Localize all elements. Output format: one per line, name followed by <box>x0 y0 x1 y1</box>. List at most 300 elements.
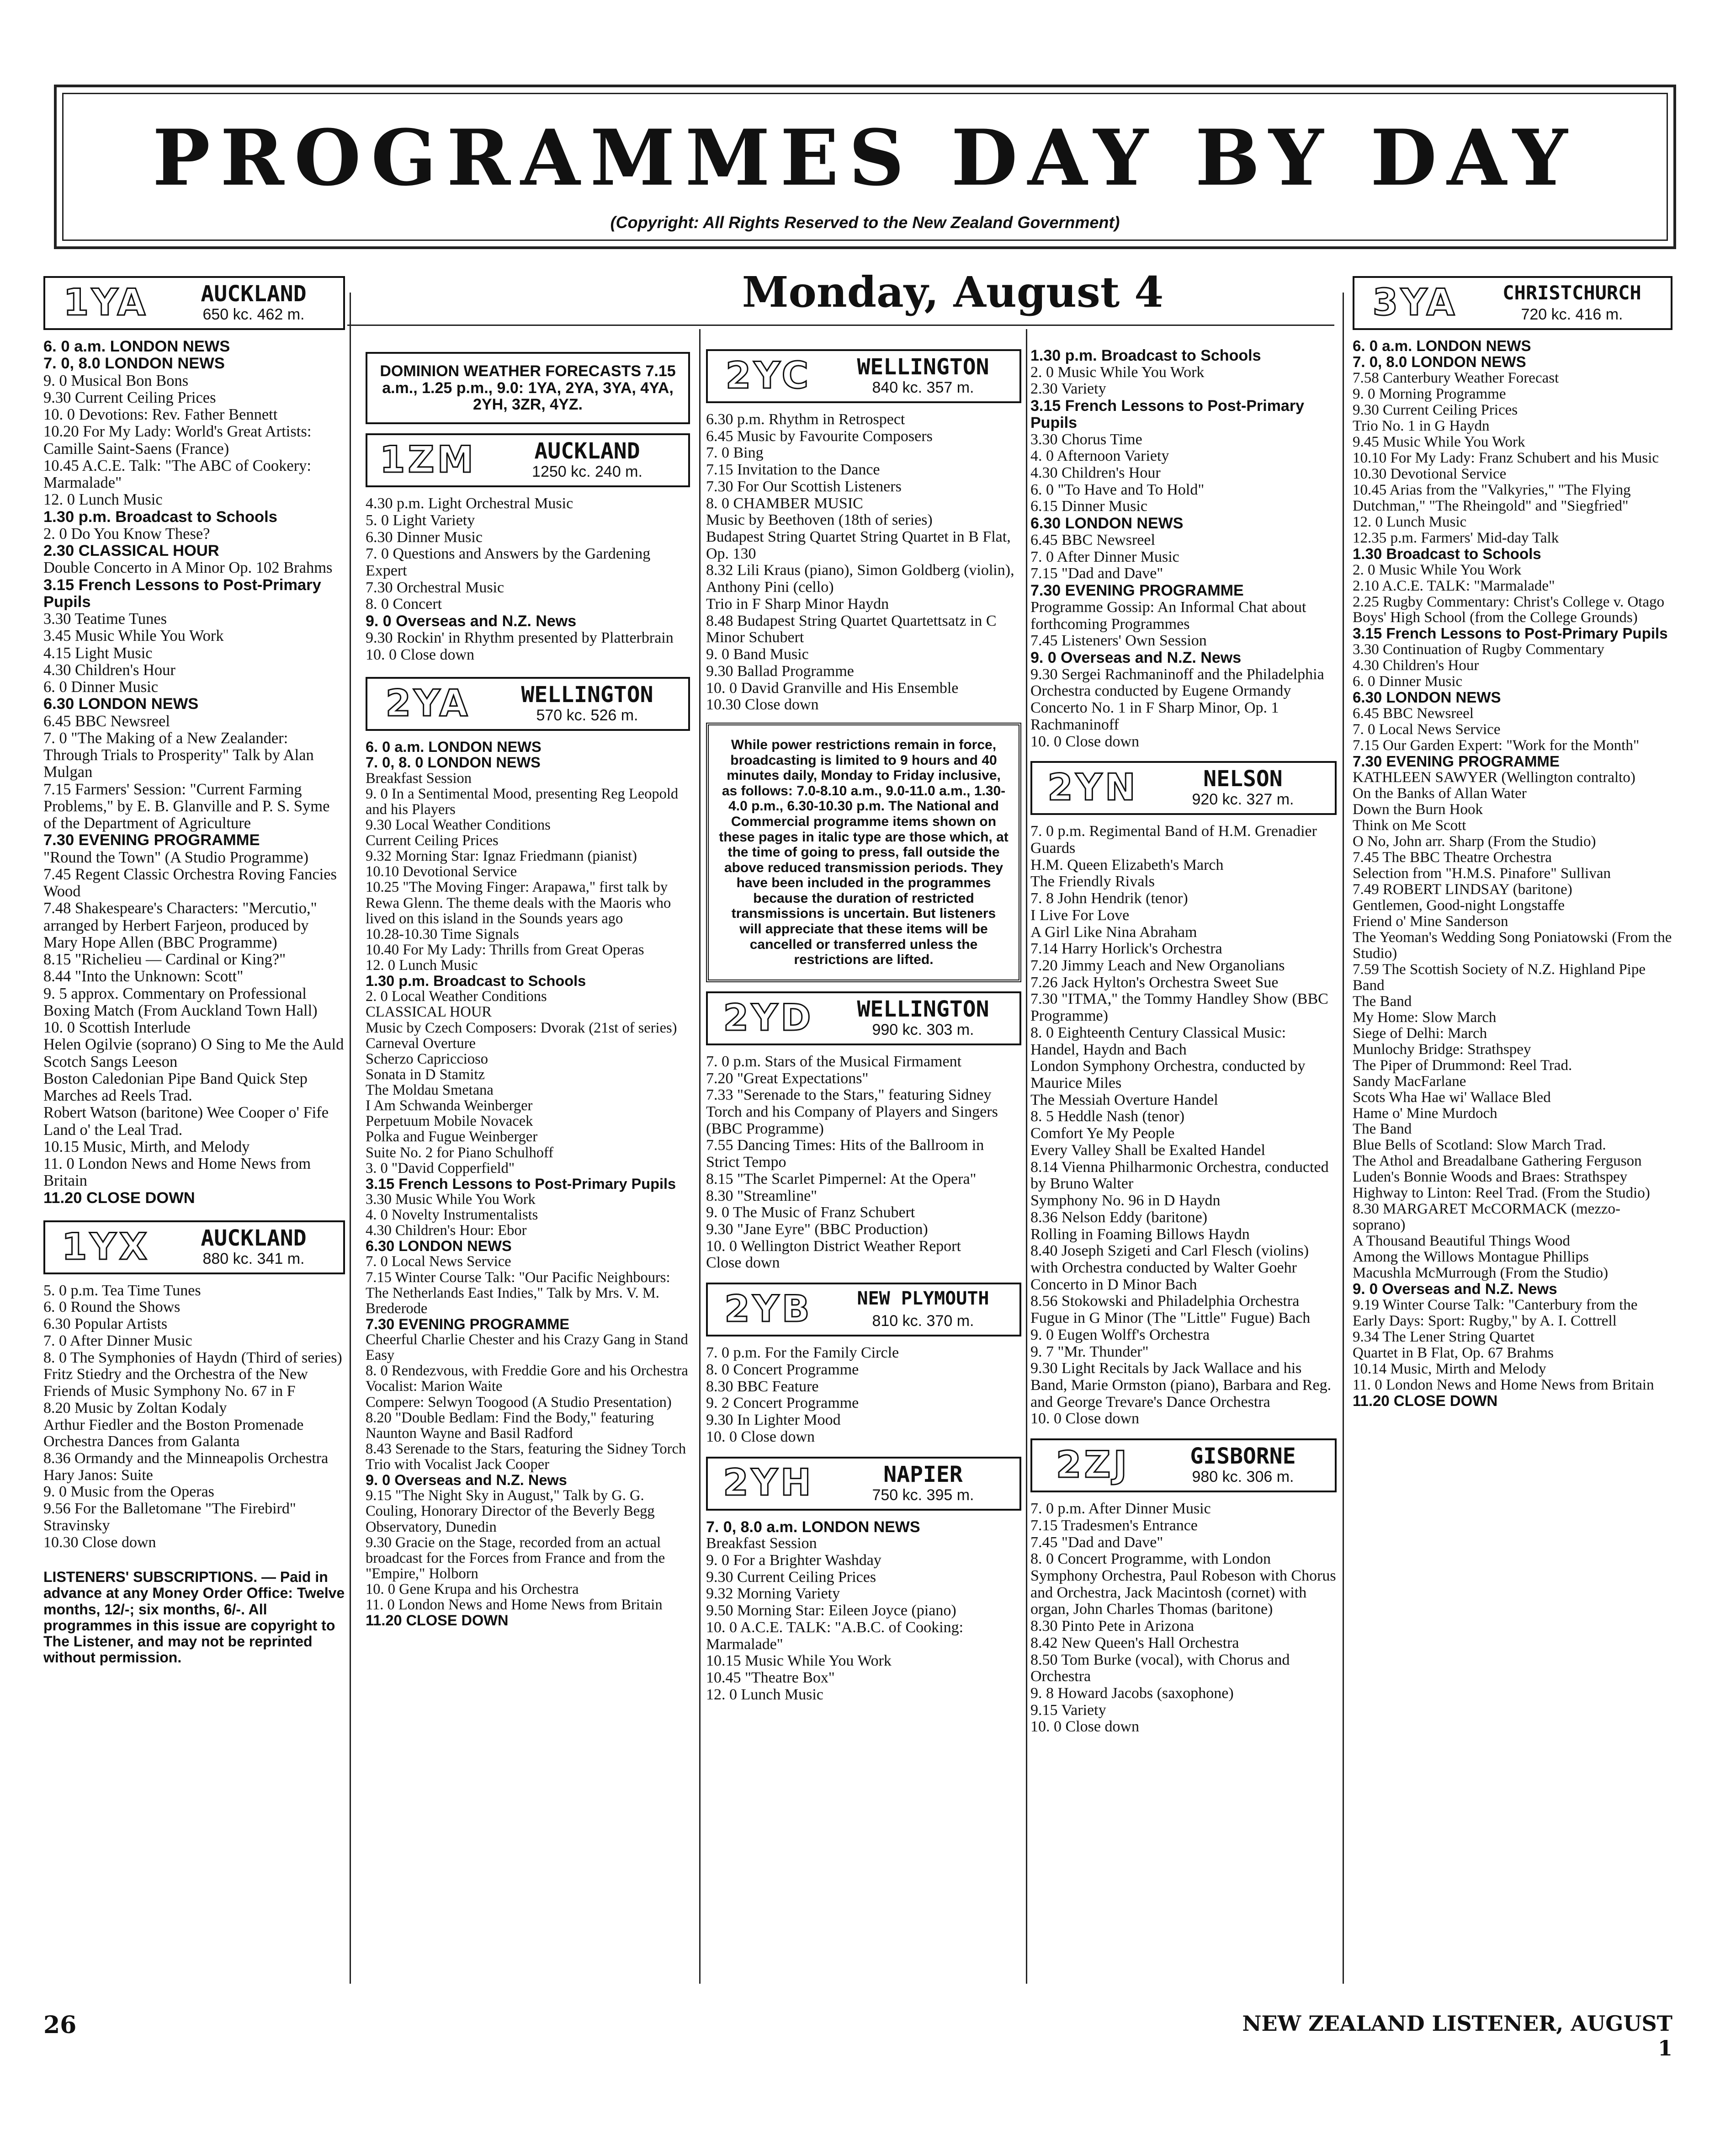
programme-entry: 7.20 "Great Expectations" <box>706 1070 869 1087</box>
station-header-1yx <box>43 1220 345 1274</box>
programme-entry: 9. 8 Howard Jacobs (saxophone) <box>1030 1685 1234 1702</box>
station-frequency: 980 kc. 306 m. <box>1192 1468 1294 1486</box>
programme-entry: 8. 0 Rendezvous, with Freddie Gore and his Orchestra <box>366 1363 688 1379</box>
programme-entry: 11. 0 London News and Home News from Britain <box>43 1155 311 1190</box>
programme-entry: 7. 0 "The Making of a New Zealander: Through Trials to Prosperity" Talk by Alan Mulgan <box>43 729 314 781</box>
programme-entry: Breakfast Session <box>366 770 472 787</box>
programme-entry: Programme Gossip: An Informal Chat about forthcoming Programmes <box>1030 598 1306 633</box>
programme-entry: 9.30 Gracie on the Stage, recorded from an actual broadcast for the Forces from France and from the "Empire," Holborn <box>366 1534 665 1582</box>
programme-entry: Concerto in D Minor Bach <box>1030 1276 1197 1293</box>
programme-entry: The Friendly Rivals <box>1030 873 1155 890</box>
station-call-sign: 3YA <box>1372 281 1458 324</box>
page-number: 26 <box>43 2011 77 2039</box>
programme-entry: Luden's Bonnie Woods and Braes: Strathspey <box>1353 1169 1628 1186</box>
programme-entry: 10. 0 Wellington District Weather Report <box>706 1237 961 1255</box>
programme-entry: 9.15 "The Night Sky in August," Talk by G. G. Couling, Honorary Director of the Beverly Begg Observatory, Dunedin <box>366 1487 655 1535</box>
column-4 <box>1030 347 1337 1736</box>
programme-entry: Highway to Linton: Reel Trad. (From the Studio) <box>1353 1185 1650 1202</box>
programme-entry: 10.45 A.C.E. Talk: "The ABC of Cookery: Marmalade" <box>43 457 312 491</box>
programme-entry: 10. 0 Close down <box>1030 733 1139 750</box>
programme-entry: 1.30 Broadcast to Schools <box>1353 545 1541 562</box>
programme-entry: Robert Watson (baritone) Wee Cooper o' Fife Land o' the Leal Trad. <box>43 1104 329 1139</box>
programme-entry: Polka and Fugue Weinberger <box>366 1129 538 1145</box>
programme-entry: 10.30 Close down <box>706 696 819 713</box>
programme-entry: 12. 0 Lunch Music <box>1353 513 1467 530</box>
programme-entry: 1.30 p.m. Broadcast to Schools <box>1030 347 1261 364</box>
programme-entry: 9.30 Sergei Rachmaninoff and the Philadelphia Orchestra conducted by Eugene Ormandy Concerto No. 1 in F Sharp Minor, Op. 1 Rachmaninoff <box>1030 666 1324 733</box>
programme-entry: 10. 0 David Granville and His Ensemble <box>706 679 959 697</box>
programme-entry: 10. 0 Close down <box>366 646 474 663</box>
programme-entry: 8. 0 Concert <box>366 596 442 613</box>
programme-entry: H.M. Queen Elizabeth's March <box>1030 856 1224 873</box>
programme-entry: Helen Ogilvie (soprano) O Sing to Me the Auld Scotch Sangs Leeson <box>43 1036 344 1070</box>
column-rule <box>350 293 351 1984</box>
programme-list-1ya <box>43 338 345 1207</box>
page-title: PROGRAMMES DAY BY DAY <box>152 112 1578 203</box>
programme-entry: My Home: Slow March <box>1353 1009 1497 1026</box>
programme-entry: 6.15 Dinner Music <box>1030 498 1147 515</box>
programme-entry: A Girl Like Nina Abraham <box>1030 923 1197 941</box>
programme-entry: 9.30 Ballad Programme <box>706 662 854 680</box>
programme-entry: 6. 0 Dinner Music <box>1353 673 1463 690</box>
programme-list-2ya <box>366 739 690 1628</box>
programme-entry: 2. 0 Music While You Work <box>1030 363 1205 381</box>
programme-entry: 7.15 Winter Course Talk: "Our Pacific Neighbours: The Netherlands East Indies," Talk by Mrs. V. M. Brederode <box>366 1269 670 1317</box>
column-rule <box>699 329 701 1984</box>
programme-entry: 3.15 French Lessons to Post-Primary Pupils <box>1353 625 1668 642</box>
programme-entry: 7. 0, 8.0 a.m. LONDON NEWS <box>706 1518 920 1536</box>
programme-entry: 9.30 Current Ceiling Prices <box>706 1568 876 1586</box>
programme-entry: 9. 2 Concert Programme <box>706 1395 859 1412</box>
programme-entry: 9. 0 Eugen Wolff's Orchestra <box>1030 1326 1210 1343</box>
programme-entry: Blue Bells of Scotland: Slow March Trad. <box>1353 1137 1606 1154</box>
programme-entry: 8.20 Music by Zoltan Kodaly <box>43 1399 227 1416</box>
programme-entry: 8.44 "Into the Unknown: Scott" <box>43 968 244 985</box>
station-call-sign: 2YB <box>724 1287 812 1330</box>
programme-entry: 9.30 In Lighter Mood <box>706 1411 841 1429</box>
programme-entry: Comfort Ye My People <box>1030 1125 1175 1142</box>
station-frequency: 720 kc. 416 m. <box>1521 306 1623 323</box>
station-frequency: 1250 kc. 240 m. <box>532 463 642 481</box>
programme-entry: 10.45 Arias from the "Valkyries," "The Flying Dutchman," "The Rheingold" and "Siegfried" <box>1353 481 1631 514</box>
programme-entry: 10.30 Devotional Service <box>1353 465 1507 482</box>
programme-entry: 8. 0 Eighteenth Century Classical Music: Handel, Haydn and Bach <box>1030 1024 1286 1058</box>
station-call-sign: 2YC <box>725 354 812 397</box>
station-header-2yb <box>706 1283 1021 1336</box>
programme-entry: 8.15 "The Scarlet Pimpernel: At the Opera" <box>706 1170 977 1187</box>
programme-entry: 9. 7 "Mr. Thunder" <box>1030 1343 1149 1360</box>
programme-entry: 7.58 Canterbury Weather Forecast <box>1353 369 1559 386</box>
programme-entry: The Band <box>1353 1121 1412 1138</box>
programme-entry: 9.19 Winter Course Talk: "Canterbury from the Early Days: Sport: Rugby," by A. I. Cottrell <box>1353 1297 1638 1330</box>
station-header-2yc <box>706 349 1021 403</box>
programme-entry: 10.10 For My Lady: Franz Schubert and his Music <box>1353 449 1659 466</box>
programme-entry: 7.30 EVENING PROGRAMME <box>43 831 260 849</box>
programme-entry: 10.15 Music, Mirth, and Melody <box>43 1138 250 1155</box>
programme-entry: 8. 0 CHAMBER MUSIC <box>706 495 863 512</box>
programme-entry: 6. 0 a.m. LONDON NEWS <box>1353 337 1531 354</box>
programme-entry: 7.30 "ITMA," the Tommy Handley Show (BBC Programme) <box>1030 990 1328 1025</box>
programme-entry: Sonata in D Stamitz <box>366 1066 485 1083</box>
programme-entry: 2. 0 Do You Know These? <box>43 525 210 543</box>
programme-entry: Down the Burn Hook <box>1353 801 1483 818</box>
programme-entry: 11.20 CLOSE DOWN <box>43 1189 195 1207</box>
programme-entry: Hame o' Mine Murdoch <box>1353 1105 1497 1122</box>
programme-entry: 3.30 Chorus Time <box>1030 431 1142 448</box>
programme-entry: 3.15 French Lessons to Post-Primary Pupils <box>366 1175 676 1192</box>
programme-entry: 10. 0 Close down <box>706 1428 815 1445</box>
programme-entry: Cheerful Charlie Chester and his Crazy Gang in Stand Easy <box>366 1331 688 1364</box>
programme-entry: I Live For Love <box>1030 906 1130 924</box>
programme-entry: Budapest String Quartet String Quartet in B Flat, Op. 130 <box>706 528 1011 562</box>
programme-list-2yh <box>706 1519 1021 1704</box>
programme-entry: 7. 0 p.m. Regimental Band of H.M. Grenadier Guards <box>1030 823 1317 857</box>
programme-entry: 6.30 p.m. Rhythm in Retrospect <box>706 411 905 428</box>
programme-entry: 9. 0 Overseas and N.Z. News <box>366 1472 567 1489</box>
programme-entry: 8.42 New Queen's Hall Orchestra <box>1030 1634 1239 1651</box>
station-city: NEW PLYMOUTH <box>857 1288 989 1310</box>
day-title: Monday, August 4 <box>742 267 1164 317</box>
programme-entry: 7.59 The Scottish Society of N.Z. Highland Pipe Band <box>1353 961 1646 994</box>
programme-entry: 7.33 "Serenade to the Stars," featuring Sidney Torch and his Company of Players and Singers (BBC Programme) <box>706 1086 998 1137</box>
programme-entry: 7.45 Listeners' Own Session <box>1030 632 1207 650</box>
programme-entry: 8. 5 Heddle Nash (tenor) <box>1030 1108 1185 1125</box>
programme-entry: Trio in F Sharp Minor Haydn <box>706 595 889 612</box>
programme-entry: 2.10 A.C.E. TALK: "Marmalade" <box>1353 577 1555 594</box>
programme-entry: 3.30 Continuation of Rugby Commentary <box>1353 641 1604 658</box>
programme-entry: 9.30 Light Recitals by Jack Wallace and his Band, Marie Ormston (piano), Barbara and Reg. and George Trevare's Dance Orchestra <box>1030 1360 1332 1411</box>
programme-entry: 7. 0 p.m. Stars of the Musical Firmament <box>706 1053 962 1070</box>
station-call-sign: 2ZJ <box>1056 1443 1130 1486</box>
programme-entry: 10.14 Music, Mirth and Melody <box>1353 1361 1546 1377</box>
programme-entry: 3.30 Teatime Tunes <box>43 610 167 628</box>
programme-entry: 6.45 Music by Favourite Composers <box>706 427 933 445</box>
column-rule <box>1343 293 1344 1984</box>
programme-entry: I Am Schwanda Weinberger <box>366 1097 533 1114</box>
station-frequency: 990 kc. 303 m. <box>872 1021 974 1038</box>
programme-entry: 8. 0 Concert Programme <box>706 1361 859 1378</box>
station-frequency: 570 kc. 526 m. <box>536 707 638 724</box>
programme-entry: 8.30 "Streamline" <box>706 1187 818 1204</box>
programme-entry: 7. 0, 8. 0 LONDON NEWS <box>366 754 541 771</box>
programme-entry: Close down <box>706 1254 780 1272</box>
masthead <box>54 85 1676 249</box>
programme-entry: 6. 0 a.m. LONDON NEWS <box>366 739 542 756</box>
programme-entry: 7.15 Tradesmen's Entrance <box>1030 1517 1198 1534</box>
programme-entry: 2. 0 Music While You Work <box>1353 561 1522 578</box>
programme-entry: KATHLEEN SAWYER (Wellington contralto) <box>1353 769 1635 786</box>
programme-entry: 7.15 Farmers' Session: "Current Farming Problems," by E. B. Glanville and P. S. Syme of the Department of Agriculture <box>43 780 330 832</box>
programme-entry: 9. 0 Overseas and N.Z. News <box>1353 1280 1557 1298</box>
station-frequency: 920 kc. 327 m. <box>1192 791 1294 809</box>
programme-entry: 9.30 "Jane Eyre" (BBC Production) <box>706 1221 928 1238</box>
programme-entry: 10. 0 Scottish Interlude <box>43 1019 191 1036</box>
programme-entry: 7. 0 p.m. For the Family Circle <box>706 1344 899 1362</box>
station-header-1zm <box>366 433 690 487</box>
programme-entry: 6.30 Dinner Music <box>366 528 483 546</box>
programme-entry: 4.30 Children's Hour <box>1030 464 1161 482</box>
programme-entry: Fugue in G Minor (The "Little" Fugue) Bach <box>1030 1310 1311 1327</box>
programme-entry: Siege of Delhi: March <box>1353 1025 1487 1042</box>
programme-entry: 6. 0 "To Have and To Hold" <box>1030 481 1205 498</box>
programme-entry: Perpetuum Mobile Novacek <box>366 1113 533 1130</box>
programme-entry: 8.15 "Richelieu — Cardinal or King?" <box>43 951 286 968</box>
programme-entry: 10.30 Close down <box>43 1533 156 1551</box>
programme-entry: 9. 0 Morning Programme <box>1353 385 1506 402</box>
programme-entry: Suite No. 2 for Piano Schulhoff <box>366 1144 554 1161</box>
programme-entry: 10.40 For My Lady: Thrills from Great Operas <box>366 941 644 958</box>
column-2 <box>366 347 690 1628</box>
programme-entry: 4.30 p.m. Light Orchestral Music <box>366 495 573 512</box>
station-header-1ya <box>43 276 345 330</box>
programme-entry: 9.50 Morning Star: Eileen Joyce (piano) <box>706 1602 956 1619</box>
programme-entry: 2. 0 Local Weather Conditions <box>366 988 547 1005</box>
programme-entry: Fritz Stiedry and the Orchestra of the New Friends of Music Symphony No. 67 in F <box>43 1366 308 1400</box>
programme-entry: 6. 0 a.m. LONDON NEWS <box>43 338 230 355</box>
programme-entry: The Yeoman's Wedding Song Poniatowski (From the Studio) <box>1353 929 1672 962</box>
programme-entry: 6.30 Popular Artists <box>43 1315 168 1333</box>
programme-entry: Munlochy Bridge: Strathspey <box>1353 1041 1531 1058</box>
programme-entry: 12. 0 Lunch Music <box>706 1686 823 1703</box>
footer-masthead: NEW ZEALAND LISTENER, AUGUST 1 <box>1242 2011 1672 2060</box>
station-call-sign: 2YA <box>385 682 471 725</box>
programme-list-2yh-continued <box>1030 347 1337 750</box>
programme-entry: 3.45 Music While You Work <box>43 627 224 645</box>
station-call-sign: 2YN <box>1047 766 1138 809</box>
programme-entry: 8.36 Ormandy and the Minneapolis Orchestra Hary Janos: Suite <box>43 1449 329 1484</box>
programme-entry: 4.30 Children's Hour <box>1353 657 1479 674</box>
programme-list-2yn <box>1030 823 1337 1427</box>
programme-entry: 8. 0 Concert Programme, with London Symphony Orchestra, Paul Robeson with Chorus and Orchestra, Jack Macintosh (cornet) with organ, John Charles Thomas (baritone) <box>1030 1550 1336 1618</box>
programme-entry: 7. 0 Local News Service <box>366 1253 511 1270</box>
station-call-sign: 1YX <box>61 1225 150 1268</box>
programme-entry: 4. 0 Afternoon Variety <box>1030 447 1169 465</box>
station-call-sign: 2YD <box>723 996 814 1039</box>
programme-entry: Boston Caledonian Pipe Band Quick Step Marches ad Reels Trad. <box>43 1070 308 1104</box>
programme-entry: 9. 0 The Music of Franz Schubert <box>706 1204 915 1221</box>
station-city: WELLINGTON <box>857 996 989 1022</box>
power-restrictions-notice: While power restrictions remain in force, broadcasting is limited to 9 hours and 40 minutes daily, Monday to Friday inclusive, as follows: 7.0-8.10 a.m., 9.0-11.0 a.m., 1.30-4.0 p.m., 6.30-10.30 p.m. The National and Commercial programme items shown on these pages in italic type are those which, at the time of going to press, fall outside the above reduced transmission periods. They have been included in the programmes because the duration of restricted transmissions is uncertain. But listeners will appreciate that these items will be cancelled or transferred unless the restrictions are lifted. <box>706 723 1021 982</box>
programme-entry: Selection from "H.M.S. Pinafore" Sullivan <box>1353 865 1611 882</box>
programme-entry: 7.45 Regent Classic Orchestra Roving Fancies Wood <box>43 865 337 900</box>
programme-entry: 8.20 "Double Bedlam: Find the Body," featuring Naunton Wayne and Basil Radford <box>366 1409 654 1442</box>
programme-entry: 7. 0 Local News Service <box>1353 721 1501 738</box>
programme-entry: 7.30 EVENING PROGRAMME <box>1353 753 1560 770</box>
programme-entry: 7. 0 Bing <box>706 444 764 462</box>
column-rule <box>1026 329 1027 1984</box>
programme-entry: 9.30 Local Weather Conditions <box>366 816 551 833</box>
programme-entry: 4.30 Children's Hour: Ebor <box>366 1222 527 1239</box>
programme-entry: 11.20 CLOSE DOWN <box>366 1612 509 1629</box>
programme-entry: 7.45 "Dad and Dave" <box>1030 1533 1163 1551</box>
programme-entry: 2.30 Variety <box>1030 380 1106 398</box>
programme-entry: Music by Beethoven (18th of series) <box>706 511 933 529</box>
programme-entry: Friend o' Mine Sanderson <box>1353 913 1508 930</box>
masthead-inner-frame <box>62 93 1668 241</box>
programme-entry: Music by Czech Composers: Dvorak (21st of series) <box>366 1019 677 1036</box>
programme-entry: 3. 0 "David Copperfield" <box>366 1160 515 1177</box>
programme-entry: 8.40 Joseph Szigeti and Carl Flesch (violins) with Orchestra conducted by Walter Goehr <box>1030 1242 1309 1276</box>
programme-entry: 8.56 Stokowski and Philadelphia Orchestra <box>1030 1293 1300 1310</box>
programme-entry: 7.55 Dancing Times: Hits of the Ballroom in Strict Tempo <box>706 1137 984 1171</box>
station-city: AUCKLAND <box>201 1225 307 1251</box>
programme-entry: Vocalist: Marion Waite <box>366 1378 503 1395</box>
copyright-line: (Copyright: All Rights Reserved to the New Zealand Government) <box>610 213 1120 232</box>
programme-entry: 8.43 Serenade to the Stars, featuring the Sidney Torch Trio with Vocalist Jack Cooper <box>366 1440 686 1473</box>
station-frequency: 750 kc. 395 m. <box>872 1486 974 1504</box>
listeners-subscription-note: LISTENERS' SUBSCRIPTIONS. — Paid in advance at any Money Order Office: Twelve months, 12/-; six months, 6/-. All programmes in this issue are copyright to The Listener, and may not be reprinted without permission. <box>43 1569 345 1666</box>
station-call-sign: 2YH <box>723 1461 814 1504</box>
programme-entry: Every Valley Shall be Exalted Handel <box>1030 1141 1265 1159</box>
station-city: GISBORNE <box>1190 1443 1296 1469</box>
programme-entry: 7.26 Jack Hylton's Orchestra Sweet Sue <box>1030 974 1279 991</box>
programme-entry: 10. 0 Gene Krupa and his Orchestra <box>366 1581 579 1598</box>
programme-list-2yd <box>706 1054 1021 1272</box>
programme-entry: 6.45 BBC Newsreel <box>1353 705 1474 722</box>
programme-entry: 10. 0 Close down <box>1030 1410 1139 1427</box>
programme-entry: A Thousand Beautiful Things Wood <box>1353 1233 1570 1250</box>
programme-list-2yc <box>706 411 1021 713</box>
programme-entry: 7. 0, 8.0 LONDON NEWS <box>43 355 225 373</box>
programme-list-1yx <box>43 1283 345 1551</box>
programme-entry: CLASSICAL HOUR <box>366 1004 492 1021</box>
programme-entry: 11. 0 London News and Home News from Britain <box>1353 1376 1654 1393</box>
programme-entry: 4.30 Children's Hour <box>43 661 175 679</box>
station-call-sign: 1ZM <box>379 438 477 481</box>
programme-entry: Carneval Overture <box>366 1035 476 1052</box>
column-1 <box>43 274 345 1666</box>
programme-entry: Breakfast Session <box>706 1535 817 1552</box>
programme-entry: 6.30 LONDON NEWS <box>43 695 199 713</box>
programme-entry: 3.30 Music While You Work <box>366 1191 536 1208</box>
programme-entry: 9.56 For the Balletomane "The Firebird" Stravinsky <box>43 1500 296 1534</box>
programme-entry: 10. 0 Devotions: Rev. Father Bennett <box>43 406 278 423</box>
station-city: WELLINGTON <box>857 354 989 380</box>
programme-entry: 1.30 p.m. Broadcast to Schools <box>366 973 586 990</box>
programme-entry: "Round the Town" (A Studio Programme) <box>43 848 308 866</box>
programme-entry: 8.14 Vienna Philharmonic Orchestra, conducted by Bruno Walter <box>1030 1158 1329 1193</box>
programme-entry: 8.36 Nelson Eddy (baritone) <box>1030 1209 1208 1226</box>
programme-entry: 8.30 MARGARET McCORMACK (mezzo-soprano) <box>1353 1201 1621 1234</box>
station-city: CHRISTCHURCH <box>1502 282 1641 304</box>
programme-entry: 9.30 Rockin' in Rhythm presented by Platterbrain <box>366 629 674 646</box>
programme-entry: Double Concerto in A Minor Op. 102 Brahms <box>43 559 333 577</box>
programme-entry: 7. 0 Questions and Answers by the Gardening Expert <box>366 545 651 580</box>
station-city: WELLINGTON <box>521 682 653 708</box>
programme-entry: 10.45 "Theatre Box" <box>706 1669 835 1686</box>
programme-entry: 11. 0 London News and Home News from Britain <box>366 1597 663 1613</box>
station-header-2yn <box>1030 761 1337 815</box>
programme-entry: 12. 0 Lunch Music <box>366 957 478 974</box>
programme-entry: 7.14 Harry Horlick's Orchestra <box>1030 940 1222 958</box>
programme-entry: 9. 0 In a Sentimental Mood, presenting Reg Leopold and his Players <box>366 785 679 818</box>
programme-entry: 3.15 French Lessons to Post-Primary Pupils <box>1030 397 1304 431</box>
programme-entry: Compere: Selwyn Toogood (A Studio Presentation) <box>366 1394 672 1411</box>
programme-entry: Quartet in B Flat, Op. 67 Brahms <box>1353 1345 1554 1362</box>
programme-entry: Rolling in Foaming Billows Haydn <box>1030 1225 1250 1243</box>
station-header-2yd <box>706 991 1021 1045</box>
station-header-2ya <box>366 677 690 731</box>
programme-entry: 9.32 Morning Variety <box>706 1585 840 1603</box>
programme-entry: 9.30 Current Ceiling Prices <box>43 389 216 406</box>
column-5 <box>1353 274 1672 1409</box>
programme-entry: 7.30 For Our Scottish Listeners <box>706 478 902 495</box>
programme-entry: 10.15 Music While You Work <box>706 1652 892 1670</box>
programme-entry: Among the Willows Montague Phillips <box>1353 1249 1589 1266</box>
programme-entry: The Athol and Breadalbane Gathering Ferguson <box>1353 1153 1642 1170</box>
programme-entry: 8.32 Lili Kraus (piano), Simon Goldberg (violin), Anthony Pini (cello) <box>706 562 1014 596</box>
programme-entry: 12. 0 Lunch Music <box>43 491 163 509</box>
programme-entry: Macushla McMurrough (From the Studio) <box>1353 1265 1609 1282</box>
programme-entry: 2.25 Rugby Commentary: Christ's College v. Otago Boys' High School (from the College Grounds) <box>1353 593 1665 626</box>
programme-entry: On the Banks of Allan Water <box>1353 785 1527 802</box>
programme-entry: Think on Me Scott <box>1353 817 1466 834</box>
programme-entry: 5. 0 p.m. Tea Time Tunes <box>43 1282 201 1299</box>
programme-entry: London Symphony Orchestra, conducted by Maurice Miles <box>1030 1058 1306 1092</box>
programme-entry: 9.32 Morning Star: Ignaz Friedmann (pianist) <box>366 848 637 865</box>
programme-entry: Sandy MacFarlane <box>1353 1073 1466 1090</box>
programme-entry: 7.30 EVENING PROGRAMME <box>1030 582 1244 600</box>
programme-entry: 2.30 CLASSICAL HOUR <box>43 542 219 559</box>
programme-entry: The Piper of Drummond: Reel Trad. <box>1353 1057 1572 1074</box>
programme-entry: 6.30 LONDON NEWS <box>366 1238 512 1255</box>
programme-entry: 6. 0 Round the Shows <box>43 1299 181 1316</box>
programme-entry: 6.45 BBC Newsreel <box>43 712 170 730</box>
programme-entry: Arthur Fiedler and the Boston Promenade Orchestra Dances from Galanta <box>43 1416 304 1450</box>
programme-entry: 8.50 Tom Burke (vocal), with Chorus and Orchestra <box>1030 1651 1290 1685</box>
programme-entry: 6.45 BBC Newsreel <box>1030 531 1155 548</box>
programme-entry: O No, John arr. Sharp (From the Studio) <box>1353 833 1596 850</box>
programme-entry: 11.20 CLOSE DOWN <box>1353 1392 1498 1409</box>
programme-list-2yb <box>706 1345 1021 1445</box>
programme-entry: 7.15 Invitation to the Dance <box>706 461 880 479</box>
programme-entry: 9. 0 Musical Bon Bons <box>43 372 189 389</box>
programme-entry: 10.10 Devotional Service <box>366 863 517 880</box>
programme-entry: 7.48 Shakespeare's Characters: "Mercutio," arranged by Herbert Farjeon, produced by Mary Hope Allen (BBC Programme) <box>43 900 317 951</box>
programme-entry: The Messiah Overture Handel <box>1030 1091 1218 1108</box>
day-title-rule <box>347 325 1334 326</box>
station-header-3ya <box>1353 276 1672 330</box>
station-header-2zj <box>1030 1438 1337 1492</box>
programme-entry: Symphony No. 96 in D Haydn <box>1030 1192 1221 1209</box>
programme-entry: 7.30 EVENING PROGRAMME <box>366 1315 570 1332</box>
programme-entry: 7.45 The BBC Theatre Orchestra <box>1353 849 1552 866</box>
programme-entry: Gentlemen, Good-night Longstaffe <box>1353 897 1565 914</box>
station-frequency: 650 kc. 462 m. <box>202 306 305 323</box>
station-frequency: 840 kc. 357 m. <box>872 379 974 396</box>
programme-entry: 7. 0 p.m. After Dinner Music <box>1030 1500 1211 1517</box>
programme-entry: 10. 0 Close down <box>1030 1718 1139 1736</box>
programme-entry: 10.25 "The Moving Finger: Arapawa," first talk by Rewa Glenn. The theme deals with the Maoris who lived on this island in the Sounds years ago <box>366 879 671 927</box>
programme-entry: 1.30 p.m. Broadcast to Schools <box>43 508 277 526</box>
programme-entry: 9.45 Music While You Work <box>1353 433 1525 450</box>
programme-entry: 5. 0 Light Variety <box>366 511 475 529</box>
station-city: NELSON <box>1203 766 1283 792</box>
programme-entry: 9. 0 Music from the Operas <box>43 1483 214 1501</box>
programme-entry: Current Ceiling Prices <box>366 832 499 849</box>
station-city: AUCKLAND <box>534 438 640 464</box>
programme-entry: 9.30 Current Ceiling Prices <box>1353 401 1518 418</box>
station-frequency: 810 kc. 370 m. <box>872 1312 974 1330</box>
station-call-sign: 1YA <box>63 281 149 324</box>
programme-entry: Scots Wha Hae wi' Wallace Bled <box>1353 1089 1551 1106</box>
station-city: AUCKLAND <box>201 281 307 307</box>
programme-entry: The Band <box>1353 993 1412 1010</box>
column-3 <box>706 347 1021 1703</box>
programme-list-1zm <box>366 495 690 663</box>
programme-entry: 3.15 French Lessons to Post-Primary Pupils <box>43 576 321 611</box>
programme-entry: 9. 0 For a Brighter Washday <box>706 1551 881 1569</box>
